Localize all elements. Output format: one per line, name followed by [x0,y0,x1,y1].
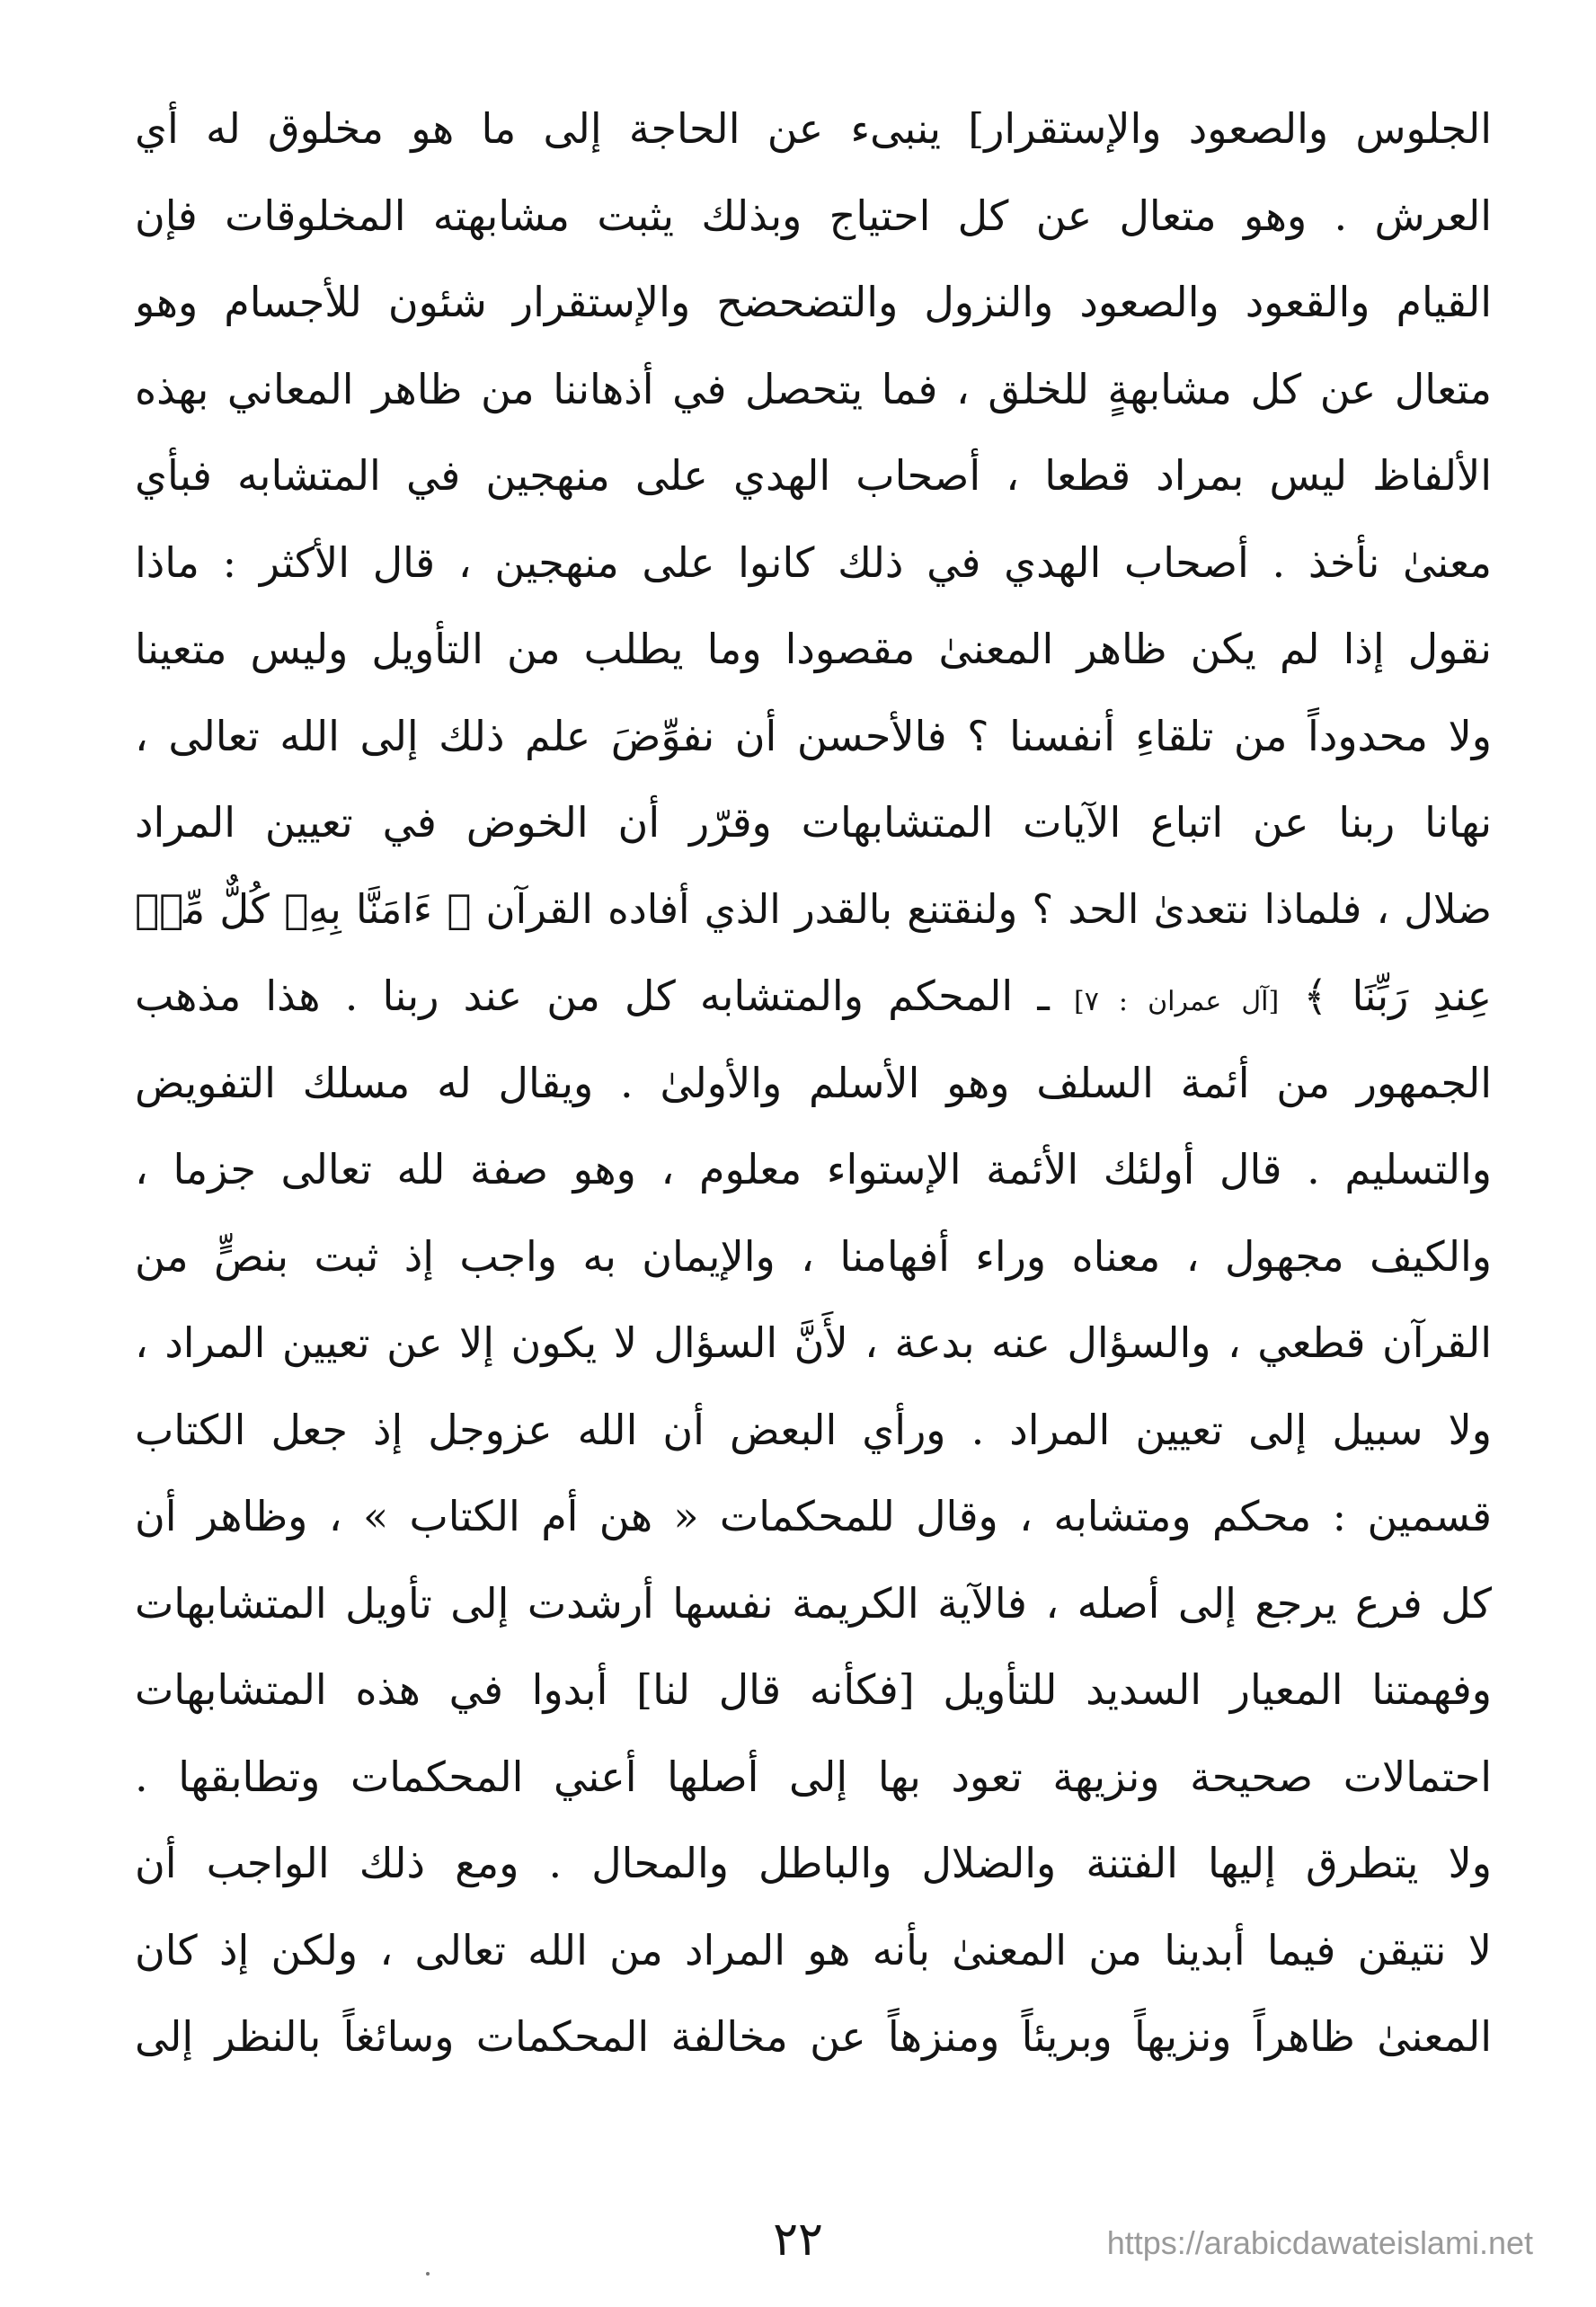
text-line-12: الجمهور من أئمة السلف وهو الأسلم والأولىٰ . ويقال له مسلك التفويض [135,1058,1492,1107]
text-line-8: ولا محدوداً من تلقاءِ أنفسنا ؟ فالأحسن أن نفوِّضَ علم ذلك إلى الله تعالى ، [135,711,1492,760]
quran-verse-fragment: عِندِ رَبِّنَا ﴾ [1303,972,1492,1020]
text-line-17: قسمين : محكم ومتشابه ، وقال للمحكمات « هن أم الكتاب » ، وظاهر أن [135,1492,1492,1540]
scan-speck [426,2272,430,2276]
text-line-21: ولا يتطرق إليها الفتنة والضلال والباطل والمحال . ومع ذلك الواجب أن [135,1839,1492,1887]
text-line-13: والتسليم . قال أولئك الأئمة الإستواء معلوم ، وهو صفة لله تعالى جزما ، [135,1145,1492,1193]
source-watermark: https://arabicdawateislami.net [1106,2224,1533,2261]
text-line-23: المعنىٰ ظاهراً ونزيهاً وبريئاً ومنزهاً عن مخالفة المحكمات وسائغاً بالنظر إلى [135,2012,1492,2061]
text-line-9: نهانا ربنا عن اتباع الآيات المتشابهات وقرّر أن الخوض في تعيين المراد [135,798,1492,847]
page-number: ٢٢ [773,2213,823,2267]
text-line-3: القيام والقعود والصعود والنزول والتضحضح والإستقرار شئون للأجسام وهو [135,278,1492,326]
verse-citation: [آل عمران : ٧] [1074,986,1280,1017]
page-text-body [135,85,1492,2081]
text-line-14: والكيف مجهول ، معناه وراء أفهامنا ، والإيمان به واجب إذ ثبت بنصٍّ من [135,1231,1492,1281]
text-line-11 [135,953,1492,1040]
text-line-11-rest: ـ المحكم والمتشابه كل من عند ربنا . هذا مذهب [135,972,1050,1020]
text-line-6: معنىٰ نأخذ . أصحاب الهدي في ذلك كانوا على منهجين ، قال الأكثر : ماذا [135,537,1492,587]
text-line-15: القرآن قطعي ، والسؤال عنه بدعة ، لأَنَّ السؤال لا يكون إلا عن تعيين المراد ، [135,1318,1492,1367]
text-line-16: ولا سبيل إلى تعيين المراد . ورأي البعض أن الله عزوجل إذ جعل الكتاب [135,1405,1492,1454]
text-line-1: الجلوس والصعود والإستقرار] ينبىء عن الحاجة إلى ما هو مخلوق له أي [135,104,1492,153]
text-line-19: وفهمتنا المعيار السديد للتأويل [فكأنه قال لنا] أبدوا في هذه المتشابهات [135,1665,1492,1714]
text-line-2: العرش . وهو متعال عن كل احتياج وبذلك يثبت مشابهته المخلوقات فإن [135,191,1492,240]
text-line-4: متعال عن كل مشابهةٍ للخلق ، فما يتحصل في أذهاننا من ظاهر المعاني بهذه [135,364,1492,413]
text-line-7: نقول إذا لم يكن ظاهر المعنىٰ مقصودا وما يطلب من التأويل وليس متعينا [135,625,1492,673]
text-line-18: كل فرع يرجع إلى أصله ، فالآية الكريمة نفسها أرشدت إلى تأويل المتشابهات [135,1578,1492,1628]
text-line-5: الألفاظ ليس بمراد قطعا ، أصحاب الهدي على منهجين في المتشابه فبأي [135,451,1492,500]
text-line-20: احتمالات صحيحة ونزيهة تعود بها إلى أصلها أعني المحكمات وتطابقها . [135,1752,1492,1801]
text-line-10: ضلال ، فلماذا نتعدىٰ الحد ؟ ولنقتنع بالقدر الذي أفاده القرآن ﴿ ءَامَنَّا بِهِۦ كُلٌّ مِّنۡ [135,884,1492,933]
text-line-22: لا نتيقن فيما أبدينا من المعنىٰ بأنه هو المراد من الله تعالى ، ولكن إذ كان [135,1925,1492,1974]
